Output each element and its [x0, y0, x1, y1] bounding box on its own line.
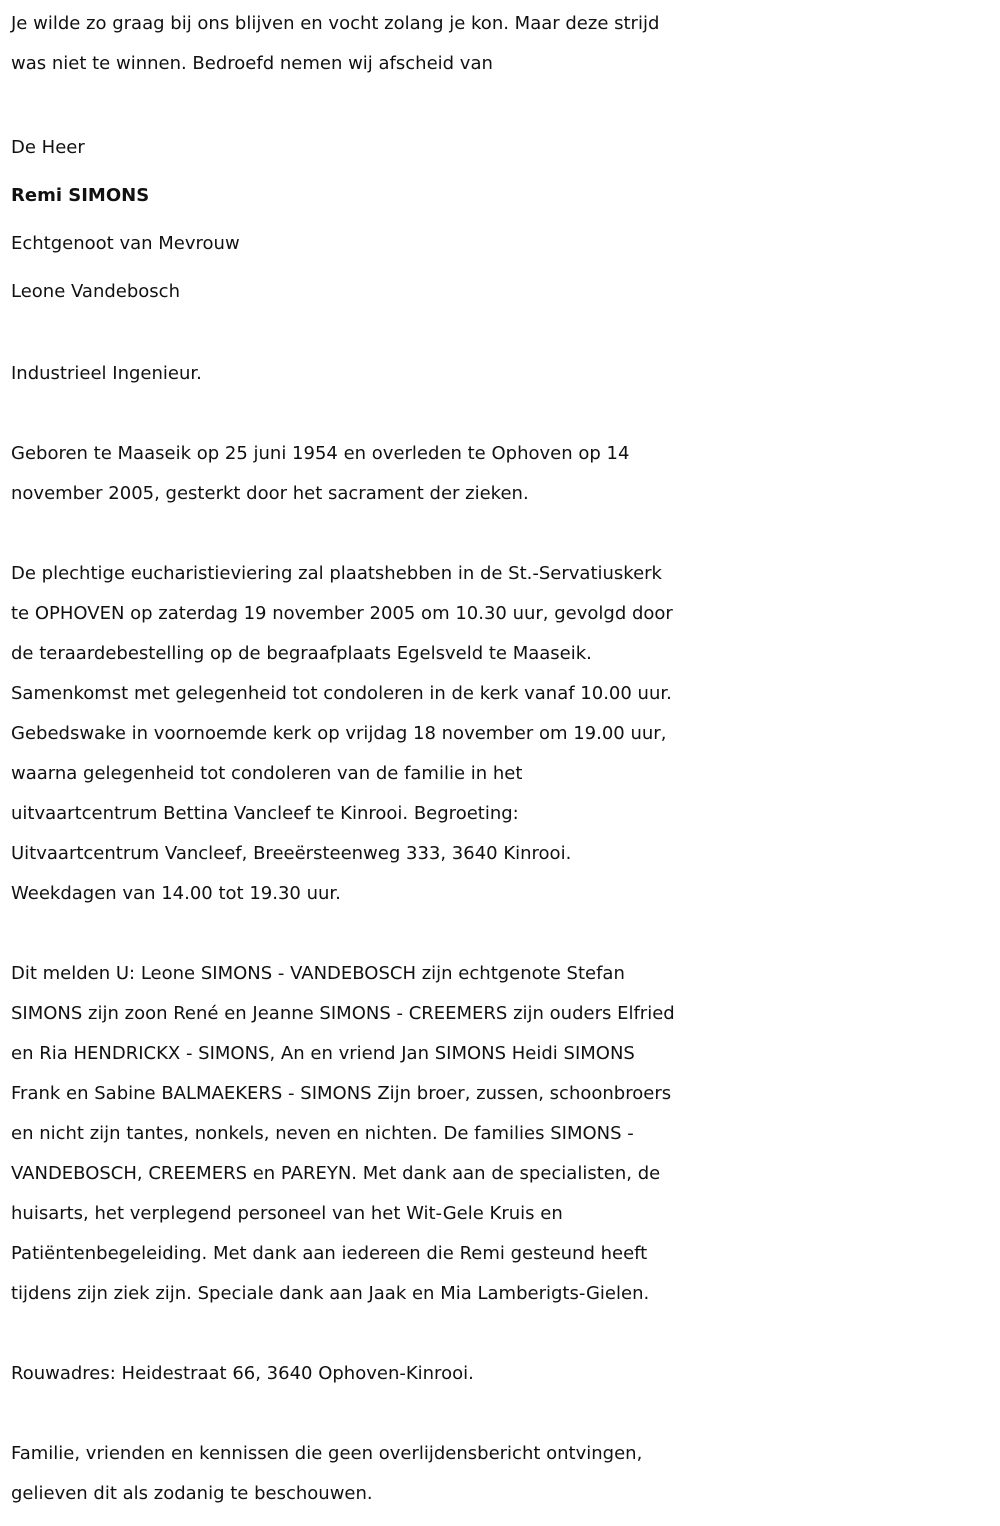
intro-line: was niet te winnen. Bedroefd nemen wij afscheid van — [11, 53, 493, 74]
deceased-name: Remi SIMONS — [11, 185, 150, 206]
birth-line: november 2005, gesterkt door het sacrament der zieken. — [11, 483, 529, 504]
family-line: Patiëntenbegeleiding. Met dank aan iedereen die Remi gesteund heeft — [11, 1243, 648, 1264]
obituary-document — [11, 4, 996, 1514]
family-line: Frank en Sabine BALMAEKERS - SIMONS Zijn broer, zussen, schoonbroers — [11, 1083, 672, 1104]
ceremony-line: uitvaartcentrum Bettina Vancleef te Kinrooi. Begroeting: — [11, 803, 519, 824]
family-line: huisarts, het verplegend personeel van het Wit-Gele Kruis en — [11, 1203, 563, 1224]
ceremony-line: Samenkomst met gelegenheid tot condoleren in de kerk vanaf 10.00 uur. — [11, 683, 672, 704]
family-line: en nicht zijn tantes, nonkels, neven en nichten. De families SIMONS - — [11, 1123, 634, 1144]
ceremony-line: De plechtige eucharistieviering zal plaatshebben in de St.-Servatiuskerk — [11, 563, 662, 584]
intro-paragraph — [11, 4, 996, 84]
mourning-address: Rouwadres: Heidestraat 66, 3640 Ophoven-Kinrooi. — [11, 1363, 474, 1384]
ceremony-line: Gebedswake in voornoemde kerk op vrijdag 18 november om 19.00 uur, — [11, 723, 667, 744]
closing-line: gelieven dit als zodanig te beschouwen. — [11, 1483, 373, 1504]
ceremony-line: waarna gelegenheid tot condoleren van de familie in het — [11, 763, 523, 784]
intro-line: Je wilde zo graag bij ons blijven en vocht zolang je kon. Maar deze strijd — [11, 13, 660, 34]
closing-line: Familie, vrienden en kennissen die geen overlijdensbericht ontvingen, — [11, 1443, 643, 1464]
family-line: en Ria HENDRICKX - SIMONS, An en vriend Jan SIMONS Heidi SIMONS — [11, 1043, 635, 1064]
honorific: De Heer — [11, 137, 85, 158]
deceased-block — [11, 124, 996, 316]
profession: Industrieel Ingenieur. — [11, 363, 202, 384]
ceremony-line: te OPHOVEN op zaterdag 19 november 2005 om 10.30 uur, gevolgd door — [11, 603, 673, 624]
family-paragraph — [11, 954, 996, 1314]
birth-line: Geboren te Maaseik op 25 juni 1954 en overleden te Ophoven op 14 — [11, 443, 630, 464]
ceremony-paragraph — [11, 554, 996, 914]
ceremony-line: Weekdagen van 14.00 tot 19.30 uur. — [11, 883, 341, 904]
ceremony-line: de teraardebestelling op de begraafplaats Egelsveld te Maaseik. — [11, 643, 592, 664]
ceremony-line: Uitvaartcentrum Vancleef, Breeërsteenweg 333, 3640 Kinrooi. — [11, 843, 572, 864]
family-line: VANDEBOSCH, CREEMERS en PAREYN. Met dank aan de specialisten, de — [11, 1163, 661, 1184]
family-line: tijdens zijn ziek zijn. Speciale dank aan Jaak en Mia Lamberigts-Gielen. — [11, 1283, 650, 1304]
spouse-name: Leone Vandebosch — [11, 281, 180, 302]
closing-paragraph — [11, 1434, 996, 1514]
birth-death-paragraph — [11, 434, 996, 514]
family-line: Dit melden U: Leone SIMONS - VANDEBOSCH zijn echtgenote Stefan — [11, 963, 625, 984]
family-line: SIMONS zijn zoon René en Jeanne SIMONS - CREEMERS zijn ouders Elfried — [11, 1003, 675, 1024]
spouse-line: Echtgenoot van Mevrouw — [11, 233, 240, 254]
